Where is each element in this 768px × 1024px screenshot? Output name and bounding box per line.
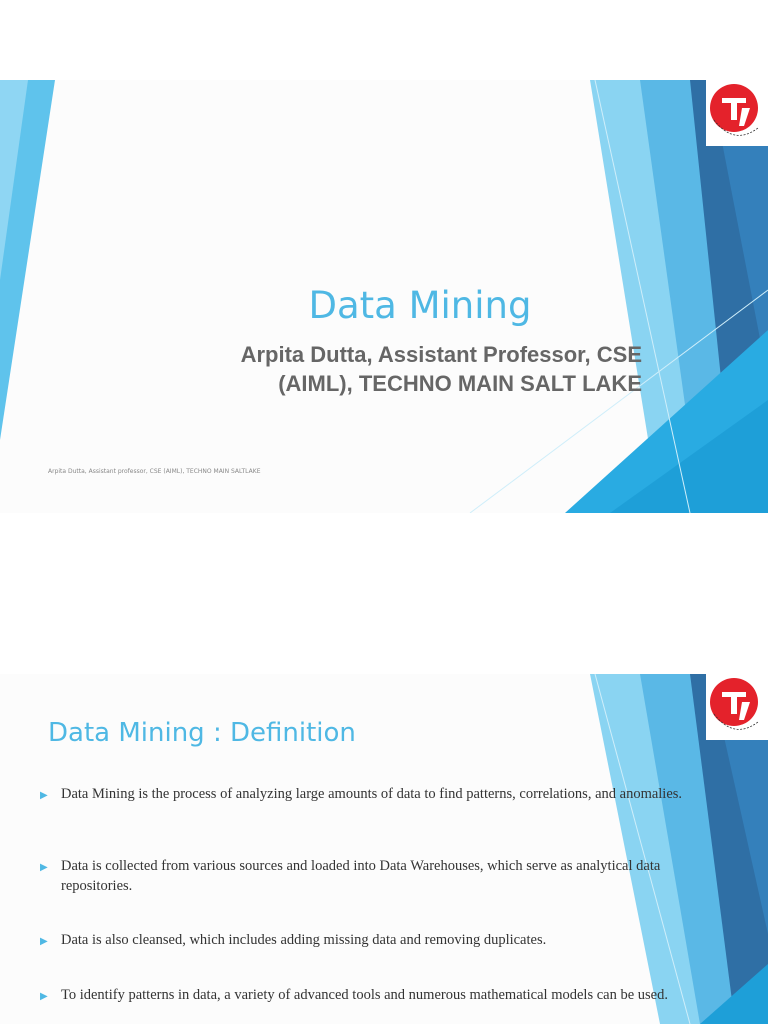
list-item xyxy=(40,985,668,1005)
slide-title: Data Mining xyxy=(308,284,532,327)
techno-india-logo xyxy=(706,674,768,740)
subtitle-line-2: (AIML), TECHNO MAIN SALT LAKE xyxy=(278,371,642,396)
triangle-right-icon: ▶ xyxy=(40,991,48,1002)
slide-footer: Arpita Dutta, Assistant professor, CSE (AIML), TECHNO MAIN SALTLAKE xyxy=(48,468,261,475)
bullet-text: Data Mining is the process of analyzing large amounts of data to find patterns, correlations, and anomalies. xyxy=(61,786,683,802)
techno-india-logo xyxy=(706,80,768,146)
list-item xyxy=(40,784,682,804)
subtitle-line-1: Arpita Dutta, Assistant Professor, CSE xyxy=(240,342,642,367)
title-slide xyxy=(0,80,768,513)
slide-title: Data Mining : Definition xyxy=(48,718,356,748)
bullet-text: To identify patterns in data, a variety of advanced tools and numerous mathematical models can be used. xyxy=(61,987,668,1003)
triangle-right-icon: ▶ xyxy=(40,862,48,873)
slide-subtitle xyxy=(120,340,642,398)
bullet-text: Data is collected from various sources and loaded into Data Warehouses, which serve as analytical data repositories. xyxy=(61,858,661,894)
triangle-right-icon: ▶ xyxy=(40,936,48,947)
triangle-right-icon: ▶ xyxy=(40,790,48,801)
definition-slide xyxy=(0,674,768,1024)
bullet-text: Data is also cleansed, which includes adding missing data and removing duplicates. xyxy=(61,932,547,948)
list-item xyxy=(40,856,700,896)
list-item xyxy=(40,930,546,950)
